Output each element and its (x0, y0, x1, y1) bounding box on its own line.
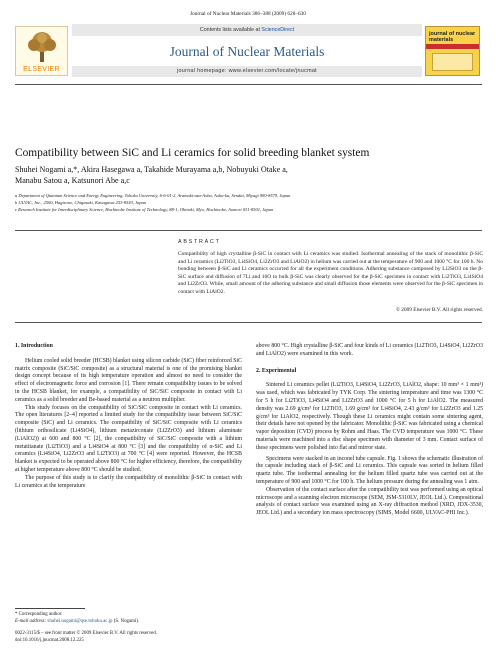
page-footer (15, 630, 315, 644)
abstract-bottom-divider (15, 322, 482, 323)
journal-citation: Journal of Nuclear Materials 386–388 (2009) 628–630 (190, 11, 306, 17)
footnote (15, 611, 242, 625)
author-list (15, 164, 485, 186)
contents-bar (72, 24, 422, 36)
abstract-heading: ABSTRACT (178, 239, 221, 245)
intro-paragraph-3: The purpose of this study is to clarify the compatibility of monolithic β-SiC in contact with Li ceramics at the temperature (15, 474, 242, 489)
authors-line-1: Shuhei Nogami a,*, Akira Hasegawa a, Takahide Murayama a,b, Nobuyuki Otake a, (15, 165, 288, 174)
affiliation-a: a Department of Quantum Science and Energy Engineering, Tohoku University, 6-6-01-2, Aramaki-aza-Aoba, Aoba-ku, Sendai, Miyagi 980-8579, Japan (15, 193, 291, 198)
email-suffix: (S. Nogami). (112, 619, 140, 624)
footer-copyright: 0022-3115/$ – see front matter © 2009 Elsevier B.V. All rights reserved. (15, 631, 157, 636)
email-line (15, 618, 242, 625)
journal-cover-image (425, 26, 480, 76)
right-column (256, 343, 483, 518)
experimental-paragraph-3: Observation of the contact surface after the compatibility test was performed using an optical microscope and a scanning electron microscope (SEM, JSM-5310LV, JEOL Ltd.). Compositional analysis of contact surface was examined using an X-ray diffraction method (XRD, JDX-3530, JEOL Ltd.) and a secondary ion mass spectroscopy (SIMS, Model 6600, ULVAC-PHI Inc.). (256, 486, 483, 517)
affiliations (15, 192, 485, 213)
affiliation-c: c Research Institute for Interdisciplinary Science, Hachinohe Institute of Technology, 88-1, Obiraki, Myo, Hachinohe, Aomori 031-8501, Japan (15, 207, 274, 212)
intro-paragraph-1: Helium cooled solid breeder (HCSB) blanket using silicon carbide (SiC) fiber reinforced SiC matrix composite (SiC/SiC composite) as a structural material is one of the promising blanket design concept because of its high temperature operation and almost no need to consider the effect of electromagnetic force and corrosion [1]. There remain compatibility issues to be solved in the HCSB blanket, for example, a compatibility of SiC/SiC composite in contact with Li ceramics as a solid breeder and Be-based material as a neutron multiplier. (15, 357, 242, 403)
footer-doi[interactable]: doi:10.1016/j.jnucmat.2008.12.225 (15, 638, 84, 643)
journal-homepage[interactable]: journal homepage: www.elsevier.com/locate/jnucmat (72, 66, 422, 77)
elsevier-logo (15, 26, 68, 76)
intro-continuation: above 800 °C. High crystalline β-SiC and four kinds of Li ceramics (Li2TiO3, Li4SiO4, Li2ZrO3 and LiAlO2) were examined in this work. (256, 343, 483, 357)
article-title: Compatibility between SiC and Li ceramics for solid breeding blanket system (15, 147, 370, 159)
corresponding-author-note: * Corresponding author. (15, 612, 63, 617)
left-column (15, 343, 242, 490)
footnote-divider (15, 608, 85, 609)
affiliation-b: b ULVAC, Inc., 2500, Hagisono, Chigasaki, Kanagawa 253-8543, Japan (15, 200, 147, 205)
author-email-link[interactable]: shuhei.nogami@qse.tohoku.ac.jp (47, 619, 113, 624)
cover-title: journal of nuclear materials (429, 31, 476, 43)
email-label: E-mail address: (15, 619, 48, 624)
elsevier-tree-icon (22, 30, 62, 64)
journal-title: Journal of Nuclear Materials (169, 44, 325, 59)
section-heading-introduction: 1. Introduction (15, 343, 53, 349)
section-heading-experimental: 2. Experimental (256, 367, 297, 374)
intro-paragraph-2: This study focuses on the compatibility of SiC/SiC composite in contact with Li ceramics. The open literatures [2–4] reported a limited study for the compatibility issue between SiC/SiC composite (SiC) and Li ceramics. The compatibility of SiC/SiC composite with Li ceramics (lithium orthosilicate (Li4SiO4), lithium metazirconate (Li2ZrO3) and lithium aluminate (LiAlO2)) at 600 and 800 °C [2], the compatibility of SiC/SiC composite with a lithium metatitanate (Li2TiO3) and a Li4SiO4 at 800 °C [3] and the compatibility of α-SiC and Li ceramics (Li4SiO4, Li2ZrO3 and Li2TiO3) at 700 °C [4] were reported. However, the HCSB blanket is expected to be operated above 800 °C for higher efficiency, therefore, the compatibility at higher temperature above 800 °C should be studied. (15, 404, 242, 473)
abstract-text: Compatibility of high crystalline β-SiC in contact with Li ceramics was studied. Isothermal annealing of the stack of monolithic β-SiC and Li ceramics (Li2TiO3, Li4SiO4, Li2ZrO3 and LiAlO2) in helium was carried out at the temperature of 900 and 1000 °C for 100 h. No bonding between β-SiC and Li ceramics occurred for all the experiment conditions. Adhering substance composed by Li2SiO3 on the β-SiC surface and diffusion of 7Li and 16O to bulk β-SiC was clearly observed for the β-SiC specimen in contact with Li2TiO3, Li4SiO4 and Li2ZrO3. While, small amount of the adhering substance and small diffusion those elements were observed for the β-SiC specimen in contact with LiAlO2. (178, 251, 483, 295)
header-divider (15, 84, 482, 85)
publisher-logo-text: ELSEVIER (23, 66, 60, 73)
sciencedirect-link[interactable]: ScienceDirect (261, 27, 295, 33)
journal-banner (72, 24, 422, 77)
cover-panel (432, 53, 473, 71)
journal-header (15, 24, 482, 77)
authors-line-2: Manabu Satou a, Katsunori Abe a,c (15, 176, 130, 185)
abstract-copyright: © 2009 Elsevier B.V. All rights reserved. (395, 307, 483, 313)
abstract-top-divider (15, 230, 482, 231)
cover-stripe (426, 44, 479, 49)
contents-prefix: Contents lists available at (199, 27, 262, 33)
experimental-paragraph-2: Specimens were stacked in an inconel tube capsule. Fig. 1 shows the schematic illustration of the capsule including stack of β-SiC and Li ceramics. This capsule was sorted in helium filled quartz tube. The isothermal annealing for the helium filled quartz tube was carried out at the temperature of 900 and 1000 °C for 100 h. The helium pressure during the annealing was 1 atm. (256, 455, 483, 485)
experimental-paragraph-1: Sintered Li ceramics pellet (Li2TiO3, Li4SiO4, Li2ZrO3, LiAlO2, shape: 10 mm³ × 1 mm³) was used, which was fabricated by TYK Corp. The sintering temperature and time was 1300 °C for 5 h for Li2TiO3, Li4SiO4 and Li2ZrO3 and 1000 °C for 5 h for LiAlO2. The measured density was 2.69 g/cm³ for Li2TiO3, 1.69 g/cm³ for Li4SiO4, 2.43 g/cm³ for Li2ZrO3 and 1.25 g/cm³ for LiAlO2, respectively. Though these Li ceramics might contain some sintering agent, their details have not opened by the fabricator. Monolithic β-SiC was fabricated using a chemical vapor deposition (CVD) process by Rohm and Haas. The CVD temperature was 1000 °C. These materials were machined into a disc shape specimen with diameter of 3 mm. Contact surface of these specimens were polished into flat and mirror state. (256, 382, 483, 451)
